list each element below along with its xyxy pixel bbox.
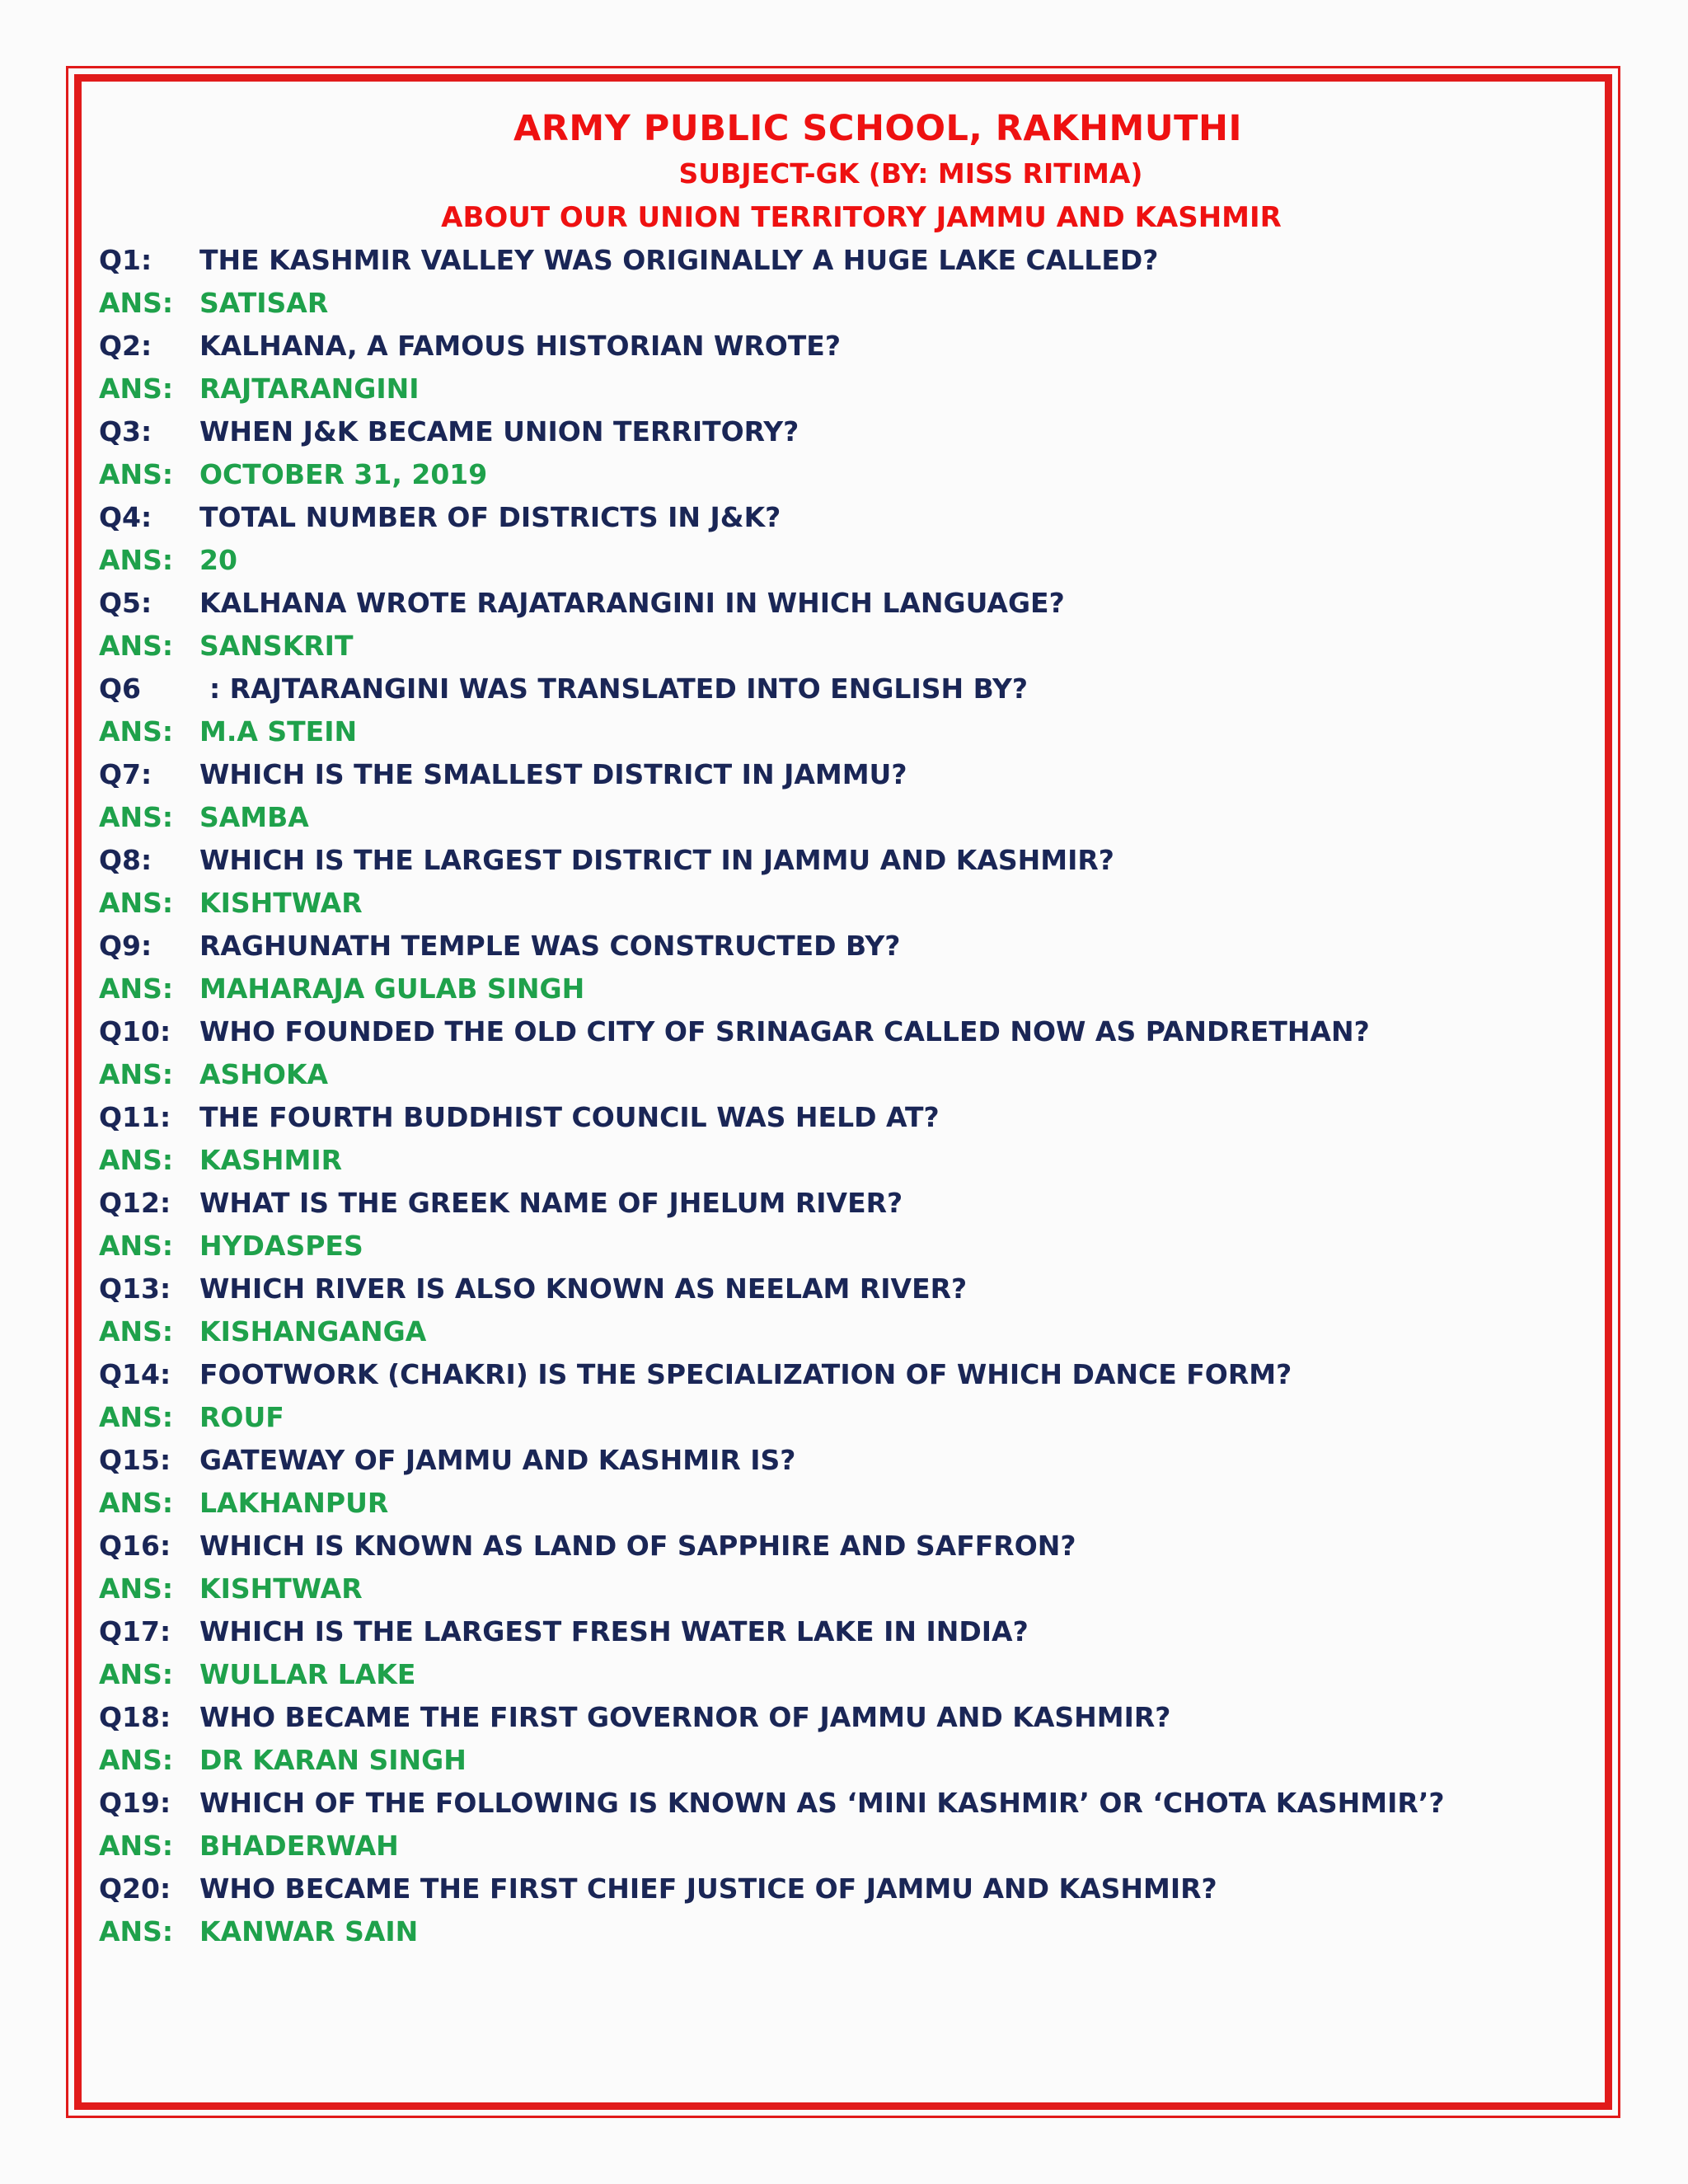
- question-text: KALHANA, A FAMOUS HISTORIAN WROTE?: [199, 330, 841, 362]
- answer-row: [99, 625, 1591, 668]
- answer-label: ANS:: [99, 544, 174, 576]
- question-text: THE FOURTH BUDDHIST COUNCIL WAS HELD AT?: [199, 1101, 940, 1133]
- answer-text: ROUF: [199, 1401, 284, 1433]
- answer-label: ANS:: [99, 972, 174, 1005]
- answer-text: OCTOBER 31, 2019: [199, 458, 488, 490]
- answer-row: [99, 1739, 1591, 1782]
- question-number: Q7:: [99, 758, 152, 790]
- question-row: [99, 1182, 1591, 1225]
- answer-text: KANWAR SAIN: [199, 1915, 419, 1947]
- question-text: WHICH OF THE FOLLOWING IS KNOWN AS ‘MINI KASHMIR’ OR ‘CHOTA KASHMIR’?: [199, 1787, 1445, 1819]
- question-text: WHICH RIVER IS ALSO KNOWN AS NEELAM RIVER?: [199, 1272, 968, 1305]
- question-row: [99, 496, 1591, 539]
- question-row: [99, 325, 1591, 368]
- question-row: [99, 1782, 1591, 1825]
- answer-row: [99, 1825, 1591, 1868]
- question-number: Q5:: [99, 587, 152, 619]
- answer-text: KASHMIR: [199, 1144, 343, 1176]
- answer-row: [99, 882, 1591, 925]
- answer-text: KISHANGANGA: [199, 1315, 427, 1347]
- question-answer-list: [99, 239, 1591, 1953]
- question-number: Q14:: [99, 1358, 171, 1390]
- answer-row: [99, 1910, 1591, 1953]
- question-text: THE KASHMIR VALLEY WAS ORIGINALLY A HUGE LAKE CALLED?: [199, 244, 1159, 276]
- question-text: KALHANA WROTE RAJATARANGINI IN WHICH LANGUAGE?: [199, 587, 1065, 619]
- answer-text: HYDASPES: [199, 1230, 363, 1262]
- answer-label: ANS:: [99, 1144, 174, 1176]
- answer-row: [99, 1310, 1591, 1353]
- answer-label: ANS:: [99, 1658, 174, 1690]
- answer-label: ANS:: [99, 1487, 174, 1519]
- answer-row: [99, 539, 1591, 582]
- answer-row: [99, 1653, 1591, 1696]
- answer-text: DR KARAN SINGH: [199, 1744, 467, 1776]
- question-number: Q6: [99, 673, 142, 705]
- answer-row: [99, 1139, 1591, 1182]
- answer-row: [99, 368, 1591, 410]
- question-row: [99, 410, 1591, 453]
- answer-text: ASHOKA: [199, 1058, 329, 1090]
- school-title: ARMY PUBLIC SCHOOL, RAKHMUTHI: [513, 108, 1242, 149]
- answer-text: KISHTWAR: [199, 1572, 363, 1605]
- question-row: [99, 1696, 1591, 1739]
- question-number: Q13:: [99, 1272, 171, 1305]
- question-row: [99, 1610, 1591, 1653]
- question-text: WHEN J&K BECAME UNION TERRITORY?: [199, 415, 799, 448]
- question-row: [99, 1268, 1591, 1310]
- answer-label: ANS:: [99, 458, 174, 490]
- question-row: [99, 925, 1591, 968]
- answer-label: ANS:: [99, 801, 174, 833]
- question-number: Q12:: [99, 1187, 171, 1219]
- question-number: Q18:: [99, 1701, 171, 1733]
- answer-text: LAKHANPUR: [199, 1487, 389, 1519]
- question-row: [99, 1010, 1591, 1053]
- question-row: [99, 1868, 1591, 1910]
- answer-text: WULLAR LAKE: [199, 1658, 416, 1690]
- question-text: WHAT IS THE GREEK NAME OF JHELUM RIVER?: [199, 1187, 903, 1219]
- question-number: Q15:: [99, 1444, 171, 1476]
- question-text: WHO FOUNDED THE OLD CITY OF SRINAGAR CALLED NOW AS PANDRETHAN?: [199, 1015, 1370, 1047]
- answer-row: [99, 453, 1591, 496]
- question-text: WHICH IS THE SMALLEST DISTRICT IN JAMMU?: [199, 758, 907, 790]
- answer-row: [99, 1568, 1591, 1610]
- question-number: Q8:: [99, 844, 152, 876]
- question-row: [99, 1353, 1591, 1396]
- question-row: [99, 1439, 1591, 1482]
- question-text: WHICH IS KNOWN AS LAND OF SAPPHIRE AND SAFFRON?: [199, 1530, 1076, 1562]
- question-row: [99, 1525, 1591, 1568]
- answer-label: ANS:: [99, 715, 174, 748]
- question-number: Q9:: [99, 930, 152, 962]
- question-number: Q10:: [99, 1015, 171, 1047]
- subject-line: SUBJECT-GK (BY: MISS RITIMA): [678, 157, 1143, 190]
- answer-text: M.A STEIN: [199, 715, 358, 748]
- answer-text: SAMBA: [199, 801, 309, 833]
- answer-text: RAJTARANGINI: [199, 373, 420, 405]
- question-text: WHO BECAME THE FIRST CHIEF JUSTICE OF JAMMU AND KASHMIR?: [199, 1872, 1217, 1905]
- answer-label: ANS:: [99, 287, 174, 319]
- answer-label: ANS:: [99, 1744, 174, 1776]
- question-text: WHICH IS THE LARGEST DISTRICT IN JAMMU AND KASHMIR?: [199, 844, 1114, 876]
- question-number: Q1:: [99, 244, 152, 276]
- question-text: WHO BECAME THE FIRST GOVERNOR OF JAMMU AND KASHMIR?: [199, 1701, 1171, 1733]
- question-text: TOTAL NUMBER OF DISTRICTS IN J&K?: [199, 501, 781, 533]
- question-number: Q2:: [99, 330, 152, 362]
- question-number: Q19:: [99, 1787, 171, 1819]
- question-number: Q16:: [99, 1530, 171, 1562]
- answer-text: KISHTWAR: [199, 887, 363, 919]
- answer-text: 20: [199, 544, 237, 576]
- answer-label: ANS:: [99, 1830, 174, 1862]
- question-text: WHICH IS THE LARGEST FRESH WATER LAKE IN INDIA?: [199, 1615, 1029, 1647]
- answer-label: ANS:: [99, 373, 174, 405]
- answer-text: MAHARAJA GULAB SINGH: [199, 972, 585, 1005]
- question-text: : RAJTARANGINI WAS TRANSLATED INTO ENGLISH BY?: [209, 673, 1028, 705]
- question-row: [99, 839, 1591, 882]
- question-text: RAGHUNATH TEMPLE WAS CONSTRUCTED BY?: [199, 930, 901, 962]
- answer-text: SANSKRIT: [199, 630, 354, 662]
- answer-label: ANS:: [99, 630, 174, 662]
- answer-row: [99, 1482, 1591, 1525]
- question-row: [99, 582, 1591, 625]
- answer-row: [99, 1053, 1591, 1096]
- question-number: Q11:: [99, 1101, 171, 1133]
- question-number: Q4:: [99, 501, 152, 533]
- question-text: GATEWAY OF JAMMU AND KASHMIR IS?: [199, 1444, 796, 1476]
- answer-label: ANS:: [99, 1401, 174, 1433]
- question-row: [99, 668, 1591, 710]
- worksheet-content: [99, 105, 1591, 1953]
- answer-row: [99, 1396, 1591, 1439]
- question-number: Q17:: [99, 1615, 171, 1647]
- answer-label: ANS:: [99, 1315, 174, 1347]
- answer-label: ANS:: [99, 887, 174, 919]
- answer-text: BHADERWAH: [199, 1830, 399, 1862]
- question-row: [99, 239, 1591, 282]
- question-row: [99, 1096, 1591, 1139]
- question-row: [99, 753, 1591, 796]
- topic-heading: ABOUT OUR UNION TERRITORY JAMMU AND KASHMIR: [441, 201, 1282, 234]
- question-number: Q20:: [99, 1872, 171, 1905]
- answer-label: ANS:: [99, 1572, 174, 1605]
- answer-text: SATISAR: [199, 287, 329, 319]
- answer-row: [99, 710, 1591, 753]
- answer-label: ANS:: [99, 1915, 174, 1947]
- answer-row: [99, 282, 1591, 325]
- question-number: Q3:: [99, 415, 152, 448]
- question-text: FOOTWORK (CHAKRI) IS THE SPECIALIZATION OF WHICH DANCE FORM?: [199, 1358, 1292, 1390]
- answer-row: [99, 1225, 1591, 1268]
- answer-label: ANS:: [99, 1058, 174, 1090]
- answer-row: [99, 796, 1591, 839]
- answer-label: ANS:: [99, 1230, 174, 1262]
- answer-row: [99, 968, 1591, 1010]
